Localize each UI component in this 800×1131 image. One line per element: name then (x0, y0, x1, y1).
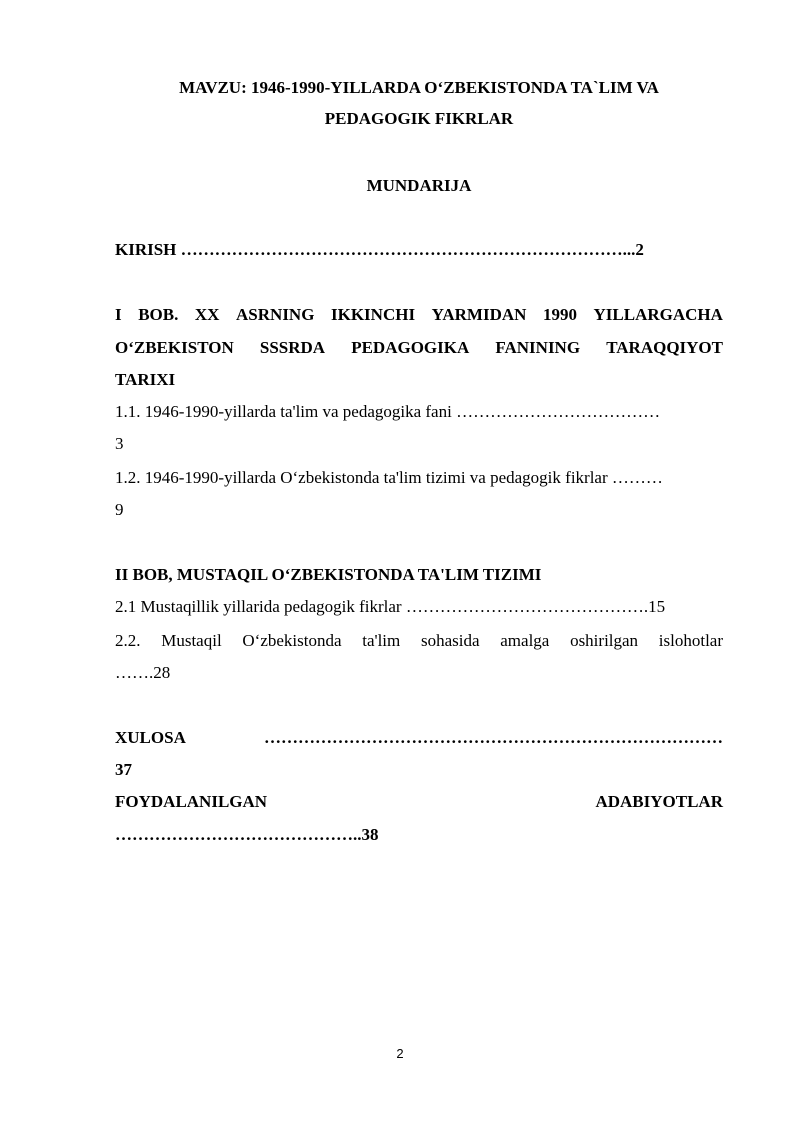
toc-chapter1-line3: TARIXI (115, 370, 176, 389)
references-word-1: FOYDALANILGAN (115, 792, 268, 811)
toc-item-1-1-page: 3 (115, 434, 124, 453)
word: 1990 (542, 305, 577, 324)
toc-chapter2-heading: II BOB, MUSTAQIL O‘ZBEKISTONDA TA'LIM TIZIMI (115, 565, 542, 584)
xulosa-dots: ……………………………………………………………………… (264, 728, 723, 747)
toc-item-1-2-page: 9 (115, 500, 124, 519)
word: FANINING (495, 338, 581, 357)
word: ASRNING (236, 305, 315, 324)
document-title-line-2: PEDAGOGIK FIKRLAR (324, 109, 514, 128)
toc-entry-references (115, 786, 723, 817)
references-word-2: ADABIYOTLAR (595, 792, 723, 811)
word: I (115, 305, 122, 324)
toc-item-2-2 (115, 625, 723, 656)
toc-chapter1-line2 (115, 332, 723, 363)
toc-item-1-1: 1.1. 1946-1990-yillarda ta'lim va pedagogika fani ……………………………… (115, 402, 661, 421)
word: oshirilgan (570, 631, 639, 650)
contents-heading: MUNDARIJA (366, 176, 472, 195)
word: XX (194, 305, 220, 324)
toc-entry-xulosa-page: 37 (115, 760, 132, 779)
word: O‘zbekistonda (242, 631, 342, 650)
word: amalga (500, 631, 550, 650)
word: islohotlar (658, 631, 723, 650)
word: IKKINCHI (331, 305, 416, 324)
toc-entry-xulosa (115, 722, 723, 753)
toc-chapter1-line1 (115, 299, 723, 330)
word: 2.2. (115, 631, 141, 650)
toc-item-2-2-page: …….28 (115, 663, 171, 682)
page-number: 2 (396, 1046, 404, 1061)
word: sohasida (420, 631, 480, 650)
word: O‘ZBEKISTON (115, 338, 234, 357)
word: PEDAGOGIKA (351, 338, 470, 357)
word: YILLARGACHA (593, 305, 723, 324)
word: BOB. (138, 305, 179, 324)
document-title-line-1: MAVZU: 1946-1990-YILLARDA O‘ZBEKISTONDA TA`LIM VA (179, 78, 659, 97)
toc-entry-kirish: KIRISH ……………………………………………………………………...2 (115, 240, 644, 259)
toc-item-1-2: 1.2. 1946-1990-yillarda O‘zbekistonda ta'lim tizimi va pedagogik fikrlar ……… (115, 468, 663, 487)
toc-item-2-1: 2.1 Mustaqillik yillarida pedagogik fikrlar …………………………………….15 (115, 597, 666, 616)
xulosa-label: XULOSA (115, 728, 186, 747)
word: ta'lim (362, 631, 401, 650)
toc-entry-references-page: ……………………………………..38 (115, 825, 379, 844)
word: SSSRDA (259, 338, 326, 357)
word: Mustaqil (161, 631, 222, 650)
word: TARAQQIYOT (606, 338, 723, 357)
word: YARMIDAN (431, 305, 527, 324)
